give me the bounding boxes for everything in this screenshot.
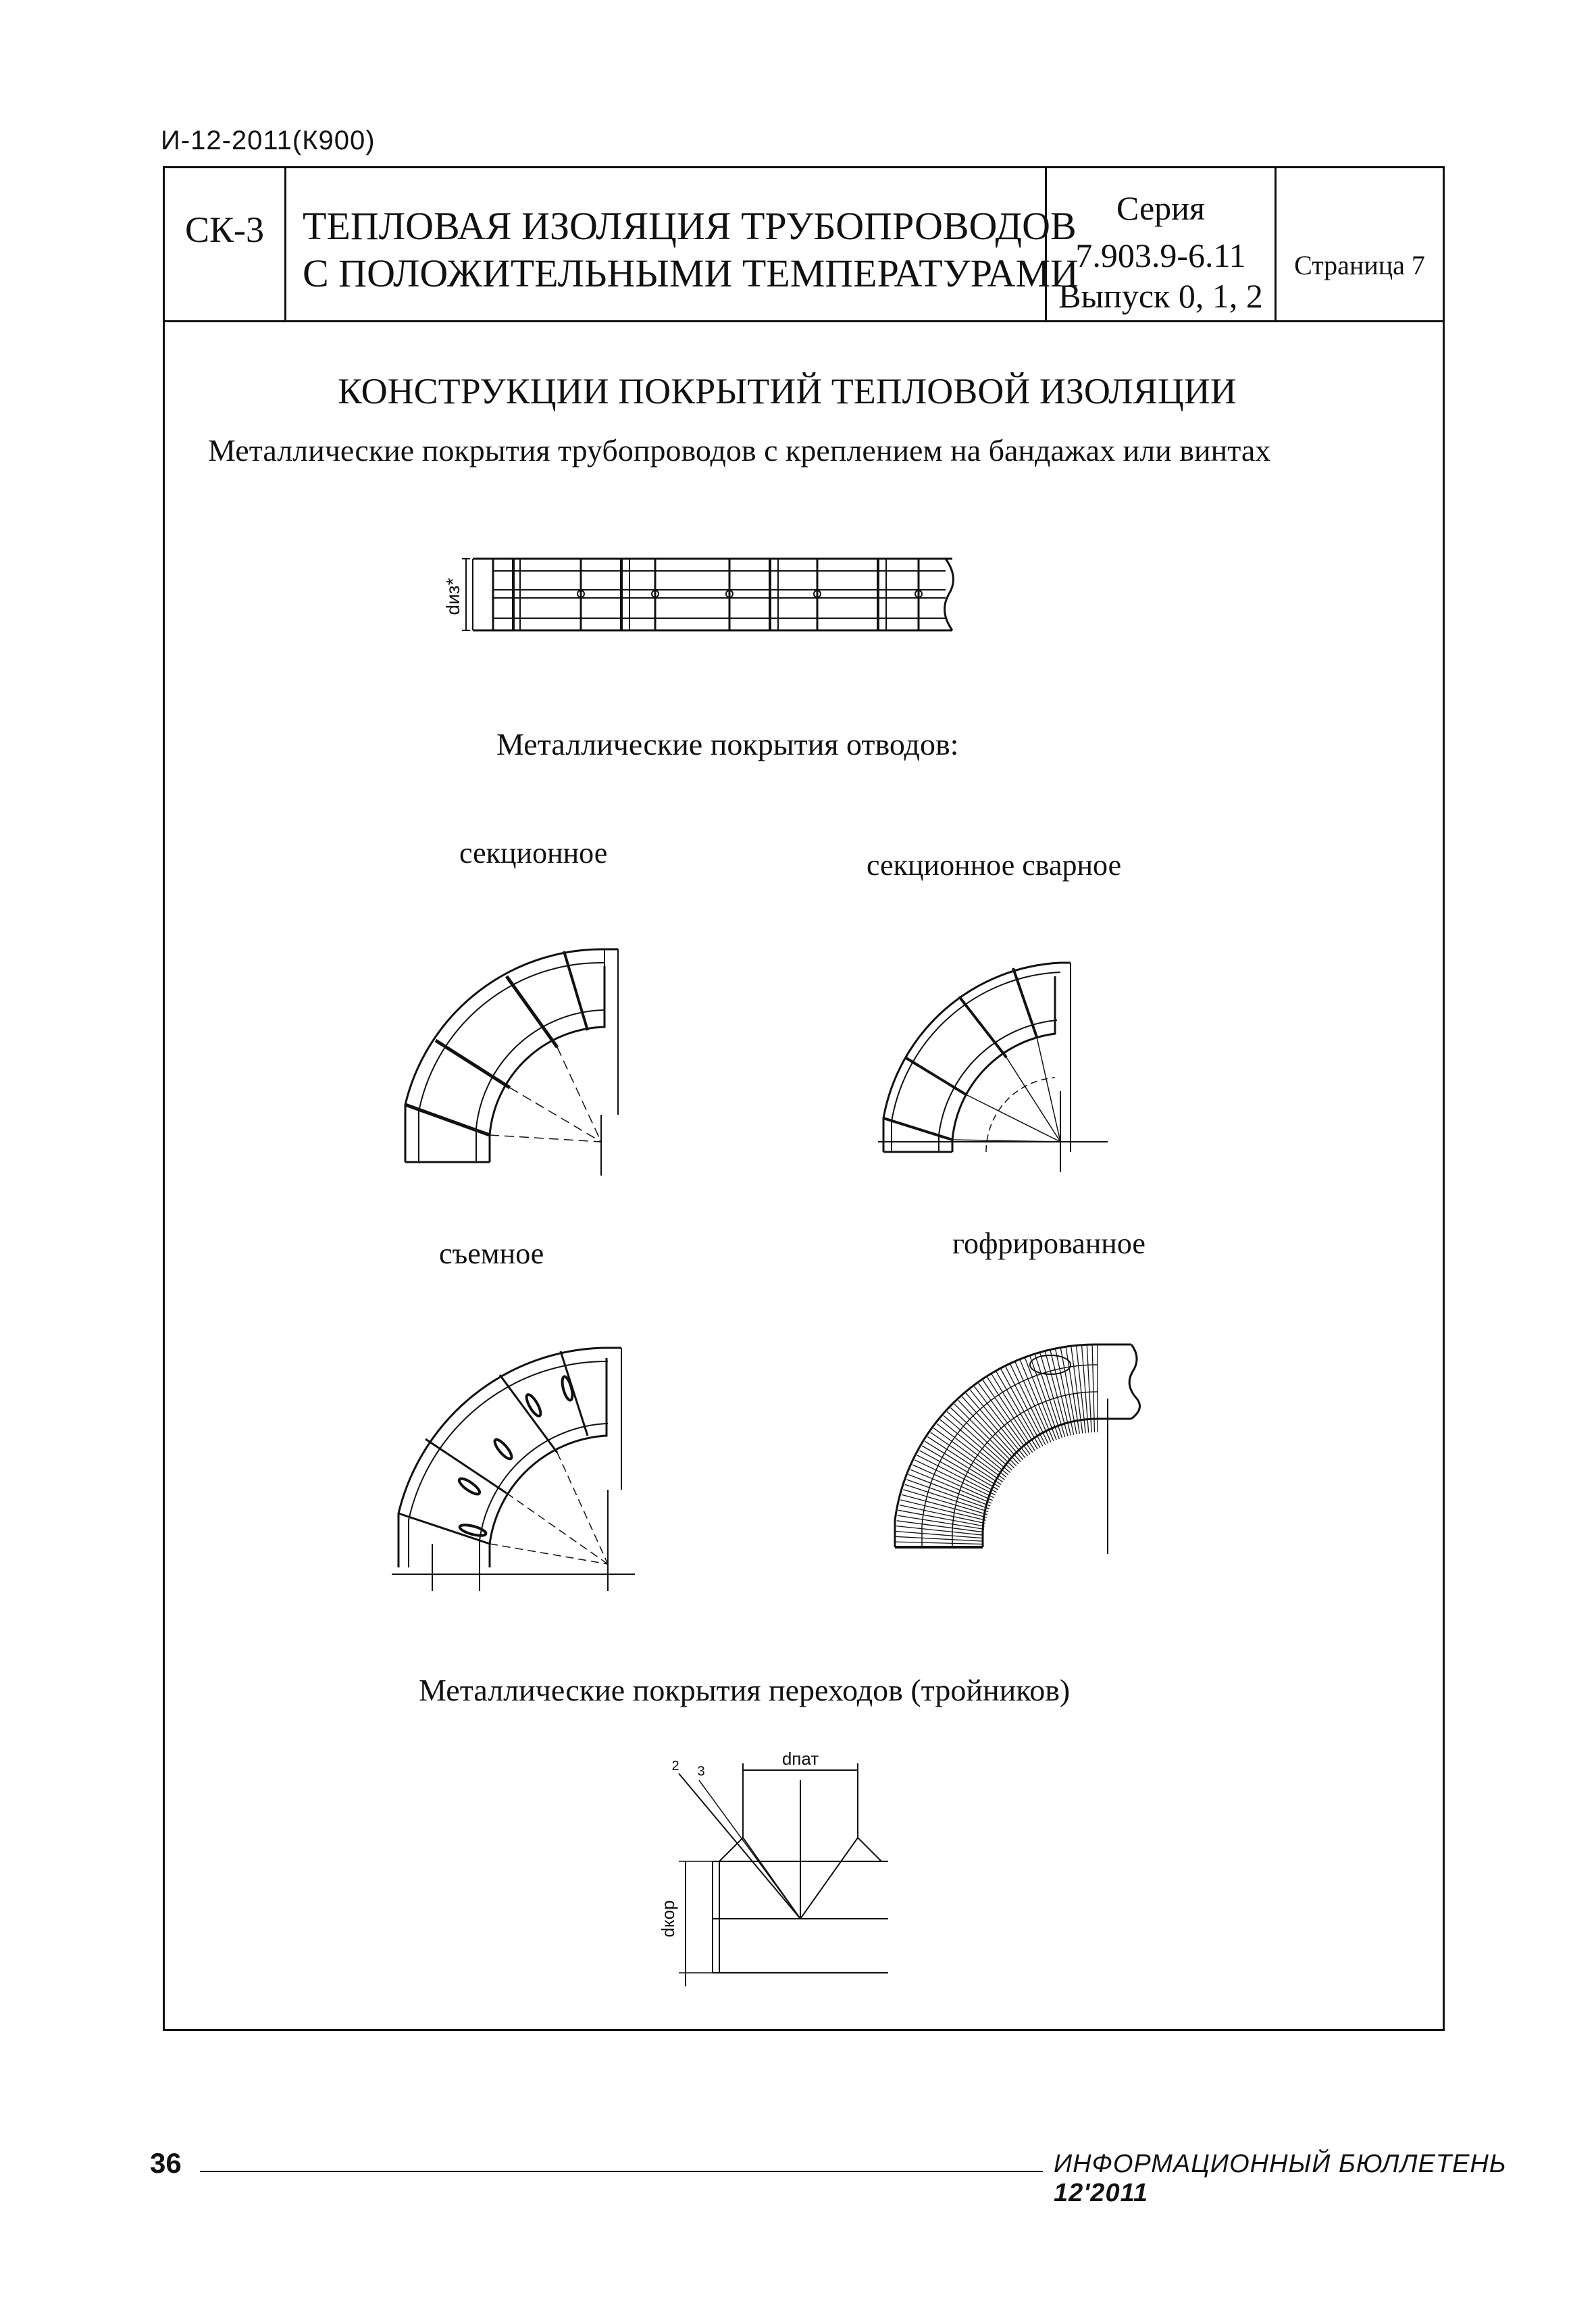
publication-title: ИНФОРМАЦИОННЫЙ БЮЛЛЕТЕНЬ [1054, 2150, 1507, 2178]
document-code: И-12-2011(К900) [161, 126, 376, 155]
removable-elbow-figure [392, 1341, 635, 1591]
tee-branch-diameter-label: dпат [781, 1749, 819, 1769]
subheading-elbows: Металлические покрытия отводов: [496, 727, 959, 761]
section-code-cell [165, 168, 286, 320]
issue-number: Выпуск 0, 1, 2 [1058, 277, 1263, 315]
pipe-dimension-label: dиз* [442, 578, 463, 615]
title-line-2: С ПОЛОЖИТЕЛЬНЫМИ ТЕМПЕРАТУРАМИ [303, 251, 1079, 295]
series-number: 7.903.9-6.11 [1075, 236, 1246, 274]
publication-issue: 12'2011 [1054, 2179, 1149, 2207]
sectional-elbow-figure [398, 939, 628, 1176]
label-corrugated: гофрированное [952, 1227, 1145, 1260]
tee-marker-3: 3 [697, 1764, 705, 1779]
page-label: Страница 7 [1294, 250, 1425, 280]
label-sectional-welded: секционное сварное [867, 849, 1122, 882]
sectional-welded-elbow-figure [878, 949, 1108, 1172]
title-line-1: ТЕПЛОВАЯ ИЗОЛЯЦИЯ ТРУБОПРОВОДОВ [303, 204, 1077, 248]
series-label: Серия [1116, 189, 1205, 227]
title-block [165, 168, 1443, 322]
tee-main-diameter-label: dкор [658, 1900, 678, 1938]
corrugated-elbow-figure [881, 1338, 1152, 1561]
tee-marker-2: 2 [671, 1759, 679, 1774]
label-sectional: секционное [459, 836, 608, 870]
series-cell [1047, 168, 1277, 320]
tee-cover-figure [648, 1750, 905, 1993]
publication-name [1054, 2150, 1596, 2208]
footer-rule [200, 2171, 1043, 2172]
section-code: СК-3 [184, 209, 265, 250]
page-heading: КОНСТРУКЦИИ ПОКРЫТИЙ ТЕПЛОВОЙ ИЗОЛЯЦИИ [338, 371, 1237, 411]
subheading-tees: Металлические покрытия переходов (тройников) [419, 1673, 1071, 1707]
page-cell [1277, 168, 1443, 320]
label-removable: съемное [439, 1237, 544, 1270]
pipe-cover-figure [442, 551, 959, 638]
title-cell [286, 168, 1079, 320]
subheading-pipes: Металлические покрытия трубопроводов с креплением на бандажах или винтах [208, 433, 1271, 468]
page-number: 36 [150, 2147, 182, 2179]
